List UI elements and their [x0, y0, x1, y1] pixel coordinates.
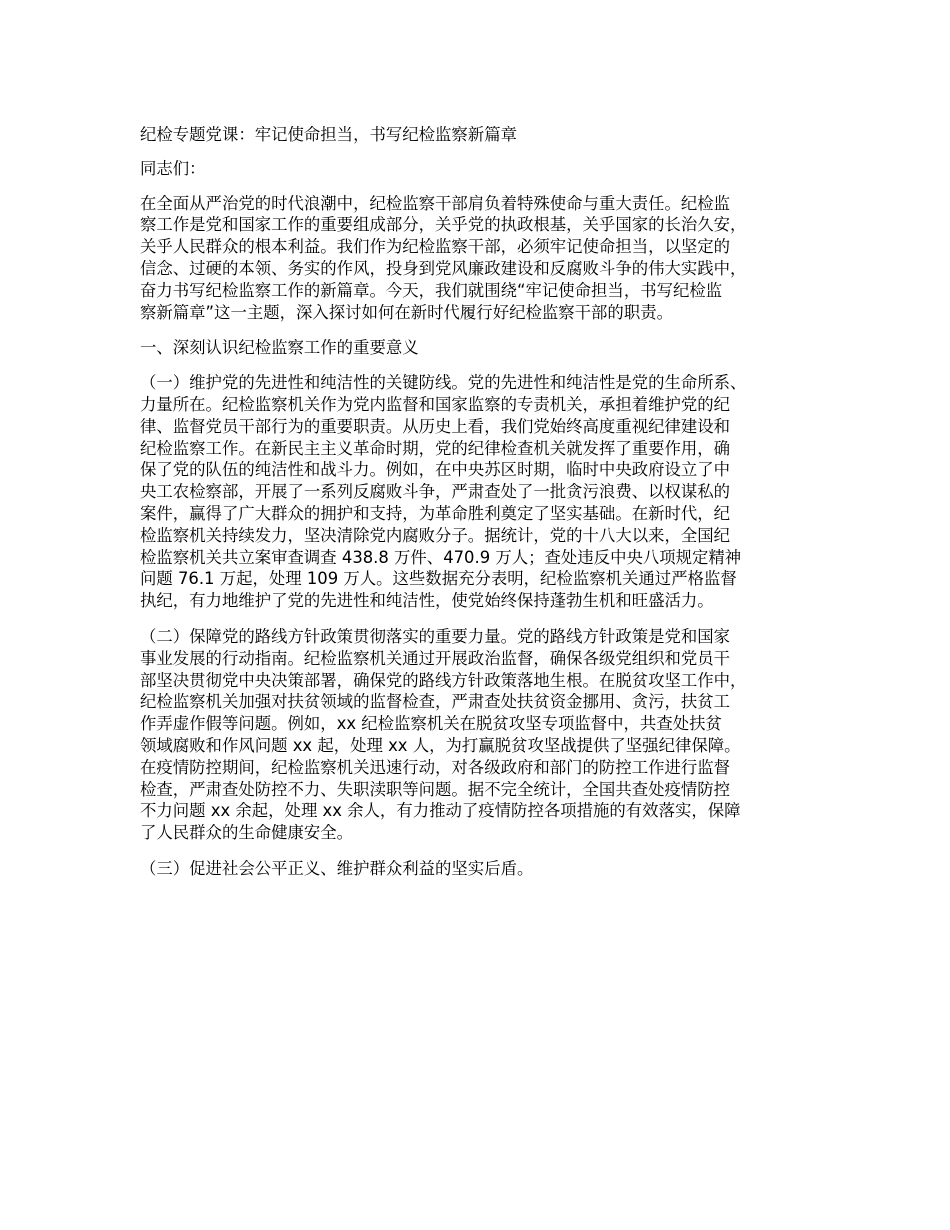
- text-line: 检查，严肃查处防控不力、失职渎职等问题。据不完全统计，全国共查处疫情防控: [140, 779, 731, 799]
- text-line: 了人民群众的生命健康安全。: [140, 823, 354, 843]
- text-line: 保了党的队伍的纯洁性和战斗力。例如，在中央苏区时期，临时中央政府设立了中: [140, 460, 731, 480]
- text-line: 检监察机关共立案审查调查 438.8 万件、470.9 万人；查处违反中央八项规定精神: [140, 547, 742, 567]
- subsection-1-paragraph: [140, 372, 840, 612]
- text-line: 事业发展的行动指南。纪检监察机关通过开展政治监督，确保各级党组织和党员干: [140, 648, 731, 668]
- text-line: 在疫情防控期间，纪检监察机关迅速行动，对各级政府和部门的防控工作进行监督: [140, 757, 731, 777]
- text-line: 力量所在。纪检监察机关作为党内监督和国家监察的专责机关，承担着维护党的纪: [140, 394, 731, 414]
- text-line: 纪检监察机关加强对扶贫领域的监督检查，严肃查处扶贫资金挪用、贪污，扶贫工: [140, 692, 731, 712]
- text-line: 信念、过硬的本领、务实的作风，投身到党风廉政建设和反腐败斗争的伟大实践中，: [140, 258, 747, 278]
- text-line: 央工农检察部，开展了一系列反腐败斗争，严肃查处了一批贪污浪费、以权谋私的: [140, 482, 731, 502]
- document-page: [140, 124, 840, 894]
- text-line: 执纪，有力地维护了党的先进性和纯洁性，使党始终保持蓬勃生机和旺盛活力。: [140, 591, 714, 611]
- section-heading-1: 一、深刻认识纪检监察工作的重要意义: [140, 338, 419, 358]
- subsection-3-heading: （三）促进社会公平正义、维护群众利益的坚实后盾。: [140, 858, 534, 878]
- text-line: 在全面从严治党的时代浪潮中，纪检监察干部肩负着特殊使命与重大责任。纪检监: [140, 193, 731, 213]
- text-line: （一）维护党的先进性和纯洁性的关键防线。党的先进性和纯洁性是党的生命所系、: [140, 373, 747, 393]
- greeting: 同志们：: [140, 158, 206, 178]
- text-line: 察新篇章”这一主题，深入探讨如何在新时代履行好纪检监察干部的职责。: [140, 302, 673, 322]
- intro-paragraph: [140, 193, 840, 324]
- text-line: 作弄虚作假等问题。例如，xx 纪检监察机关在脱贫攻坚专项监督中，共查处扶贫: [140, 714, 722, 734]
- text-line: 奋力书写纪检监察工作的新篇章。今天，我们就围绕“牢记使命担当，书写纪检监: [140, 280, 723, 300]
- subsection-2-paragraph: [140, 626, 840, 844]
- text-line: 察工作是党和国家工作的重要组成部分，关乎党的执政根基，关乎国家的长治久安，: [140, 215, 747, 235]
- text-line: 部坚决贯彻党中央决策部署，确保党的路线方针政策落地生根。在脱贫攻坚工作中，: [140, 670, 747, 690]
- text-line: （二）保障党的路线方针政策贯彻落实的重要力量。党的路线方针政策是党和国家: [140, 626, 731, 646]
- text-line: 检监察机关持续发力，坚决清除党内腐败分子。据统计，党的十八大以来，全国纪: [140, 525, 731, 545]
- text-line: 领域腐败和作风问题 xx 起，处理 xx 人，为打赢脱贫攻坚战提供了坚强纪律保障。: [140, 735, 741, 755]
- text-line: 不力问题 xx 余起，处理 xx 余人，有力推动了疫情防控各项措施的有效落实，保障: [140, 801, 741, 821]
- text-line: 关乎人民群众的根本利益。我们作为纪检监察干部，必须牢记使命担当，以坚定的: [140, 237, 731, 257]
- text-line: 问题 76.1 万起，处理 109 万人。这些数据充分表明，纪检监察机关通过严格监督: [140, 569, 737, 589]
- document-title: 纪检专题党课：牢记使命担当，书写纪检监察新篇章: [140, 125, 517, 144]
- text-line: 案件，赢得了广大群众的拥护和支持，为革命胜利奠定了坚实基础。在新时代，纪: [140, 503, 731, 523]
- text-line: 律、监督党员干部行为的重要职责。从历史上看，我们党始终高度重视纪律建设和: [140, 416, 731, 436]
- text-line: 纪检监察工作。在新民主主义革命时期，党的纪律检查机关就发挥了重要作用，确: [140, 438, 731, 458]
